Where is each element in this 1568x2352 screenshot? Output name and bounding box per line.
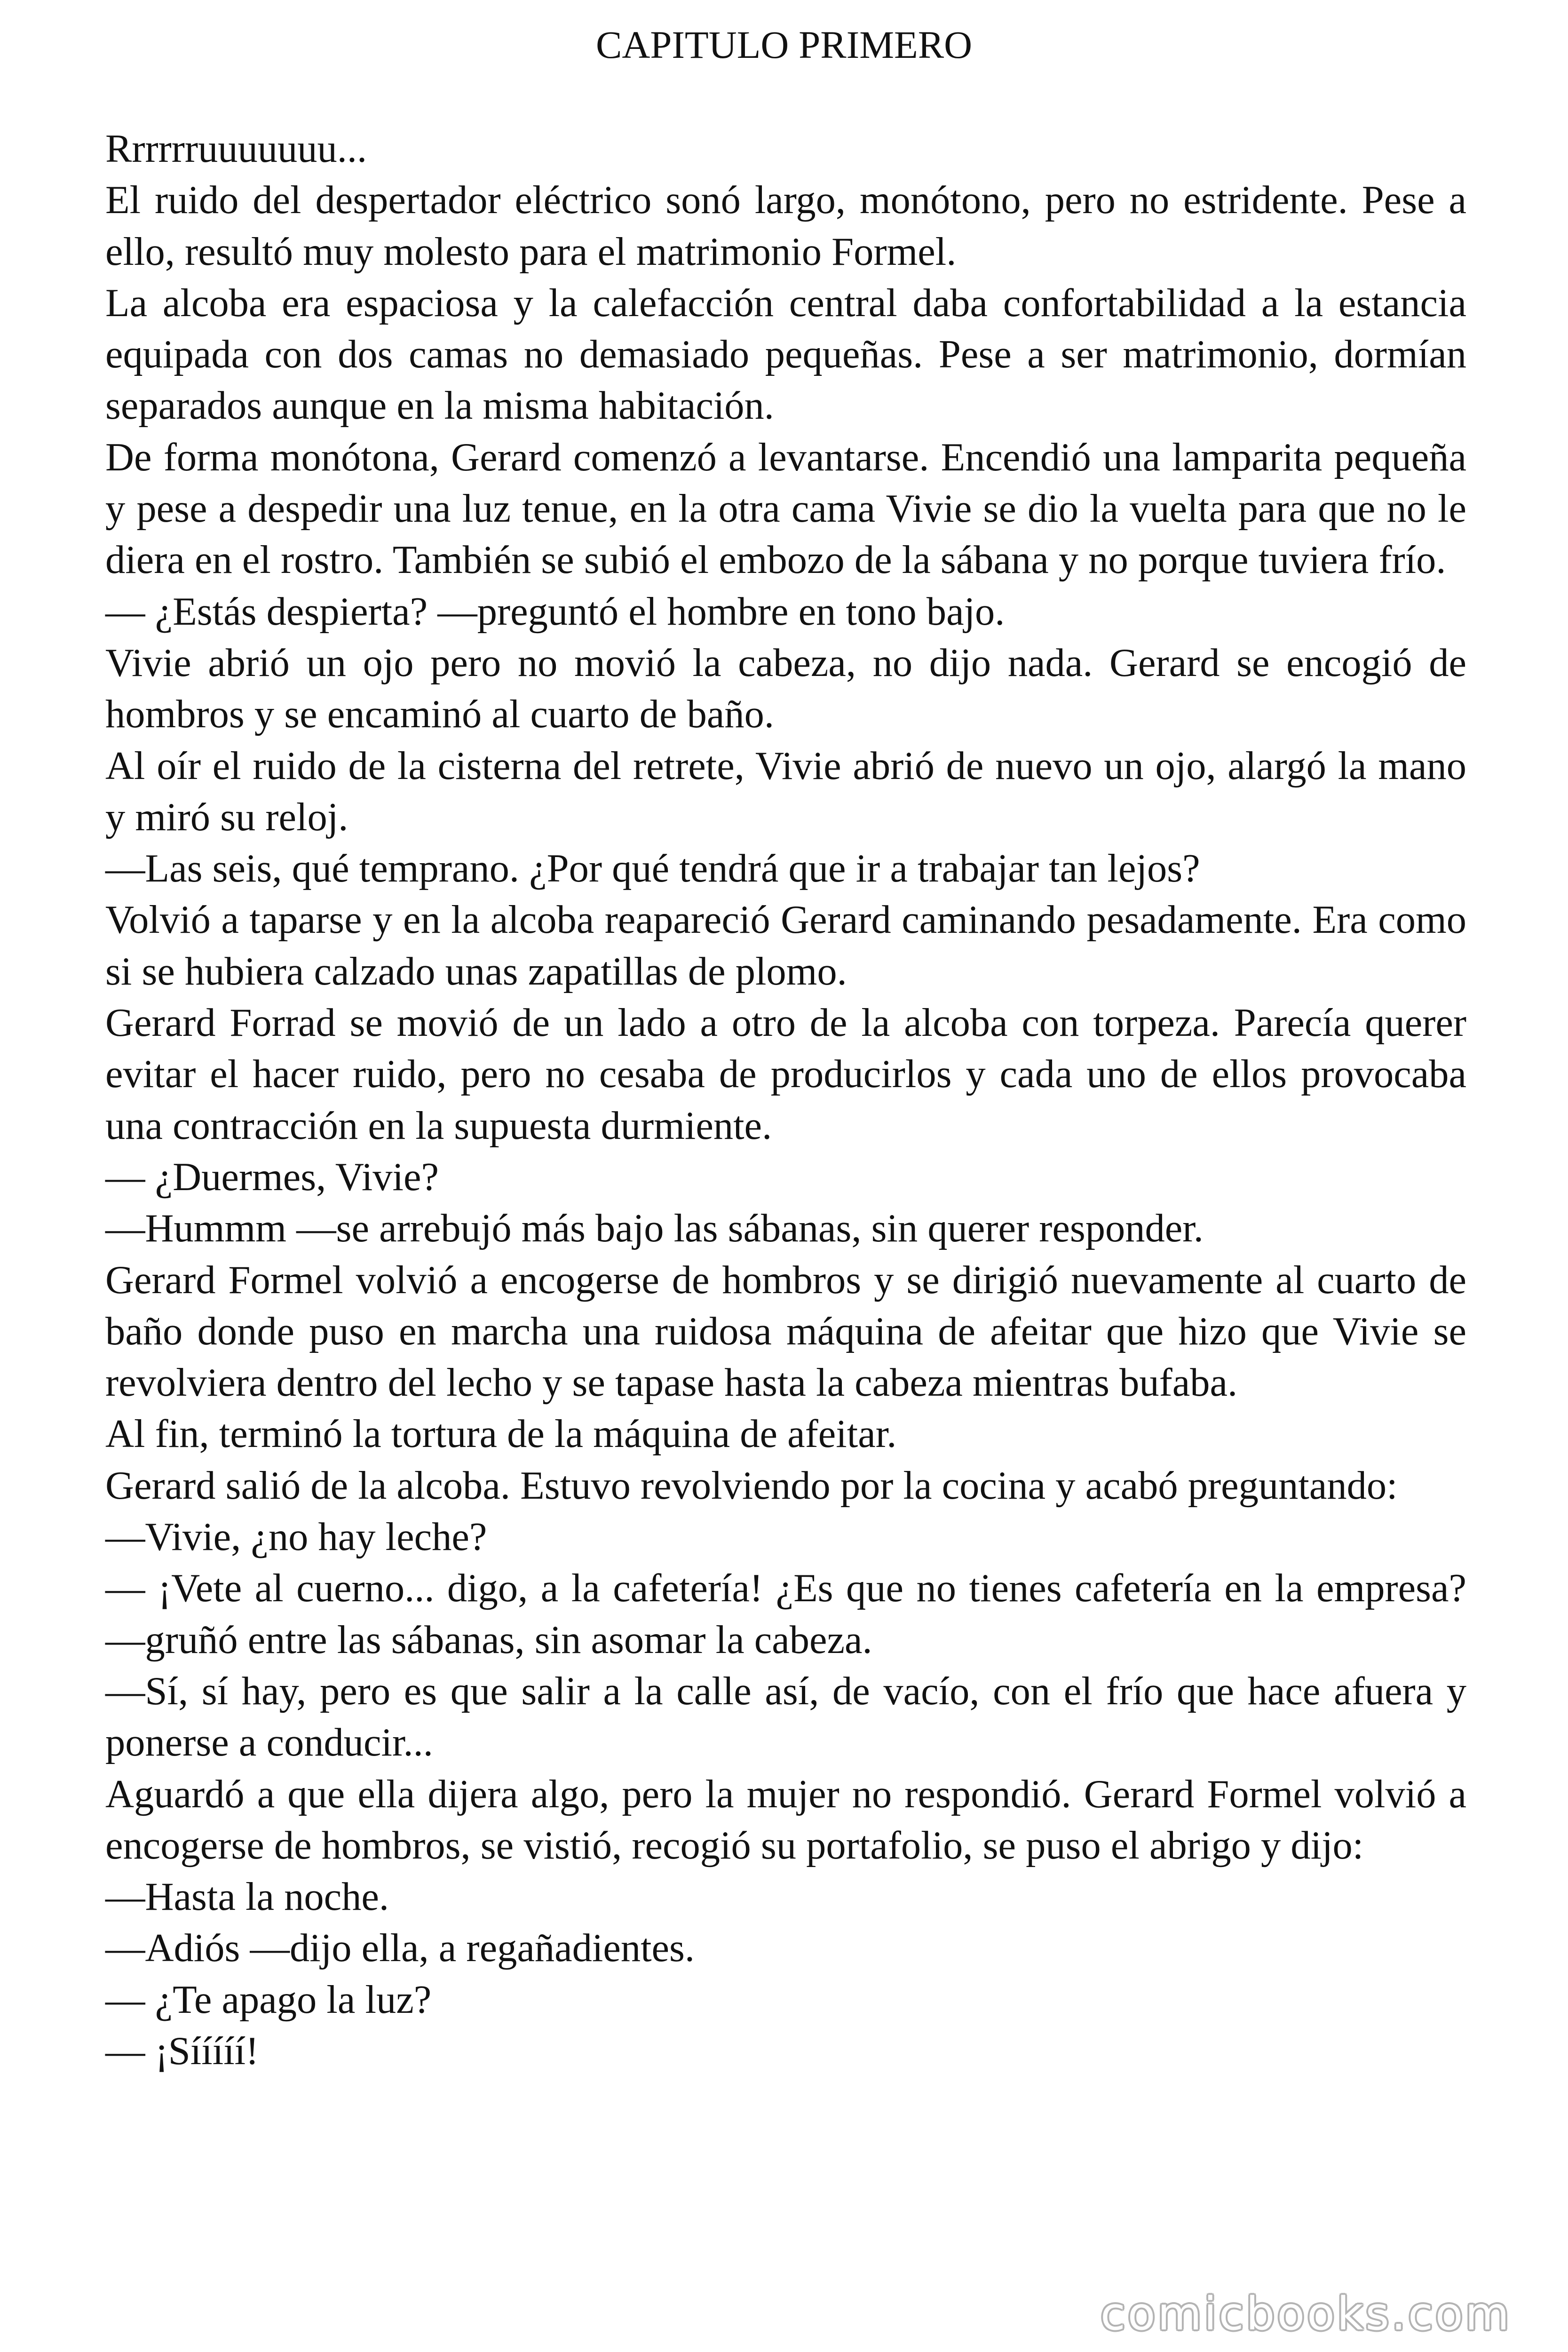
paragraph: Al oír el ruido de la cisterna del retrete, Vivie abrió de nuevo un ojo, alargó la mano y miró su reloj. [105, 744, 1466, 839]
paragraph: Al fin, terminó la tortura de la máquina de afeitar. [105, 1412, 897, 1456]
paragraph: — ¿Estás despierta? —preguntó el hombre en tono bajo. [105, 589, 1005, 634]
paragraph: Vivie abrió un ojo pero no movió la cabeza, no dijo nada. Gerard se encogió de hombros y se encaminó al cuarto de baño. [105, 641, 1466, 737]
paragraph: —Vivie, ¿no hay leche? [105, 1515, 487, 1559]
paragraph: —Hummm —se arrebujó más bajo las sábanas, sin querer responder. [105, 1207, 1204, 1251]
paragraph: — ¡Sííííí! [105, 2029, 259, 2073]
paragraph: Rrrrrruuuuuuu... [105, 127, 367, 171]
watermark: comicbooks.com [1100, 2288, 1512, 2340]
paragraph: — ¡Vete al cuerno... digo, a la cafetería! ¿Es que no tienes cafetería en la empresa? —gruñó entre las sábanas, sin asomar la cabeza. [105, 1566, 1466, 1662]
paragraph: —Las seis, qué temprano. ¿Por qué tendrá que ir a trabajar tan lejos? [105, 847, 1200, 891]
paragraph: Gerard Formel volvió a encogerse de hombros y se dirigió nuevamente al cuarto de baño donde puso en marcha una ruidosa máquina de afeitar que hizo que Vivie se revolviera dentro del lecho y se tapase hasta la cabeza mientras bufaba. [105, 1258, 1466, 1405]
paragraph: —Hasta la noche. [105, 1875, 389, 1919]
chapter-body [105, 123, 1466, 2077]
paragraph: Aguardó a que ella dijera algo, pero la mujer no respondió. Gerard Formel volvió a encogerse de hombros, se vistió, recogió su portafolio, se puso el abrigo y dijo: [105, 1772, 1466, 1867]
chapter-title: CAPITULO PRIMERO [595, 23, 973, 66]
paragraph: El ruido del despertador eléctrico sonó largo, monótono, pero no estridente. Pese a ello, resultó muy molesto para el matrimonio Formel. [105, 178, 1466, 274]
paragraph: — ¿Duermes, Vivie? [105, 1155, 439, 1199]
paragraph: De forma monótona, Gerard comenzó a levantarse. Encendió una lamparita pequeña y pese a despedir una luz tenue, en la otra cama Vivie se dio la vuelta para que no le diera en el rostro. También se subió el embozo de la sábana y no porque tuviera frío. [105, 435, 1466, 582]
paragraph: — ¿Te apago la luz? [105, 1978, 432, 2022]
paragraph: Gerard Forrad se movió de un lado a otro de la alcoba con torpeza. Parecía querer evitar el hacer ruido, pero no cesaba de producirlos y cada uno de ellos provocaba una contracción en la supuesta durmiente. [105, 1001, 1466, 1148]
paragraph: —Adiós —dijo ella, a regañadientes. [105, 1926, 695, 1971]
paragraph: Gerard salió de la alcoba. Estuvo revolviendo por la cocina y acabó preguntando: [105, 1463, 1398, 1508]
paragraph: —Sí, sí hay, pero es que salir a la calle así, de vacío, con el frío que hace afuera y ponerse a conducir... [105, 1669, 1466, 1765]
paragraph: La alcoba era espaciosa y la calefacción central daba confortabilidad a la estancia equipada con dos camas no demasiado pequeñas. Pese a ser matrimonio, dormían separados aunque en la misma habitación. [105, 281, 1466, 428]
paragraph: Volvió a taparse y en la alcoba reapareció Gerard caminando pesadamente. Era como si se hubiera calzado unas zapatillas de plomo. [105, 898, 1466, 993]
